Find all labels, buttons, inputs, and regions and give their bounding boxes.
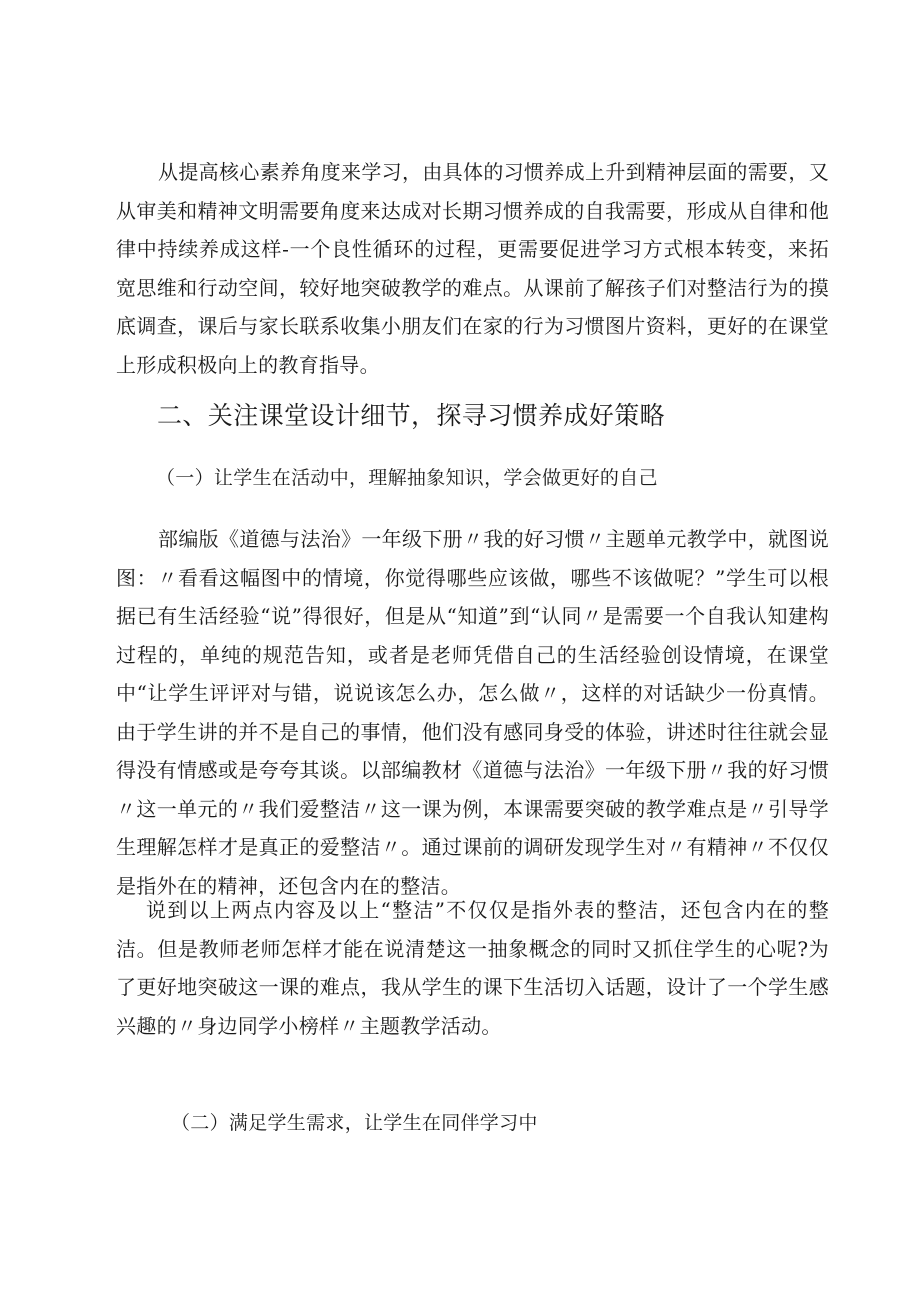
body-paragraph: 部编版《道德与法治》一年级下册〃我的好习惯〃主题单元教学中，就图说图：〃看看这幅图中的情境，你觉得哪些应该做，哪些不该做呢？”学生可以根据已有生活经验“说”得很好，但是从“知道”到“认同〃是需要一个自我认知建构过程的，单纯的规范告知，或者是老师凭借自己的生活经验创设情境，在课堂中“让学生评评对与错，说说该怎么办，怎么做〃，这样的对话缺少一份真情。由于学生讲的并不是自己的事情，他们没有感同身受的体验，讲述时往往就会显得没有情感或是夸夸其谈。以部编教材《道德与法治》一年级下册〃我的好习惯〃这一单元的〃我们爱整洁〃这一课为例，本课需要突破的教学难点是〃引导学生理解怎样才是真正的爱整洁〃。通过课前的调研发现学生对〃有精神〃不仅仅是指外在的精神，还包含内在的整洁。 xyxy=(116,527,829,898)
subsection-heading: （二）满足学生需求，让学生在同伴学习中 xyxy=(171,1112,538,1134)
section-heading: 二、关注课堂设计细节，探寻习惯养成好策略 xyxy=(157,401,666,430)
body-paragraph: 说到以上两点内容及以上“整洁”不仅仅是指外表的整洁，还包含内在的整洁。但是教师老师怎样才能在说清楚这一抽象概念的同时又抓住学生的心呢?为了更好地突破这一课的难点，我从学生的课下生活切入话题，设计了一个学生感兴趣的〃身边同学小榜样〃主题教学活动。 xyxy=(116,898,829,1038)
subsection-heading: （一）让学生在活动中，理解抽象知识，学会做更好的自己 xyxy=(156,467,658,489)
body-paragraph: 从提高核心素养角度来学习，由具体的习惯养成上升到精神层面的需要，又从审美和精神文明需要角度来达成对长期习惯养成的自我需要，形成从自律和他律中持续养成这样-一个良性循环的过程，更需要促进学习方式根本转变，来拓宽思维和行动空间，较好地突破教学的难点。从课前了解孩子们对整洁行为的摸底调查，课后与家长联系收集小朋友们在家的行为习惯图片资料，更好的在课堂上形成积极向上的教育指导。 xyxy=(116,160,829,377)
